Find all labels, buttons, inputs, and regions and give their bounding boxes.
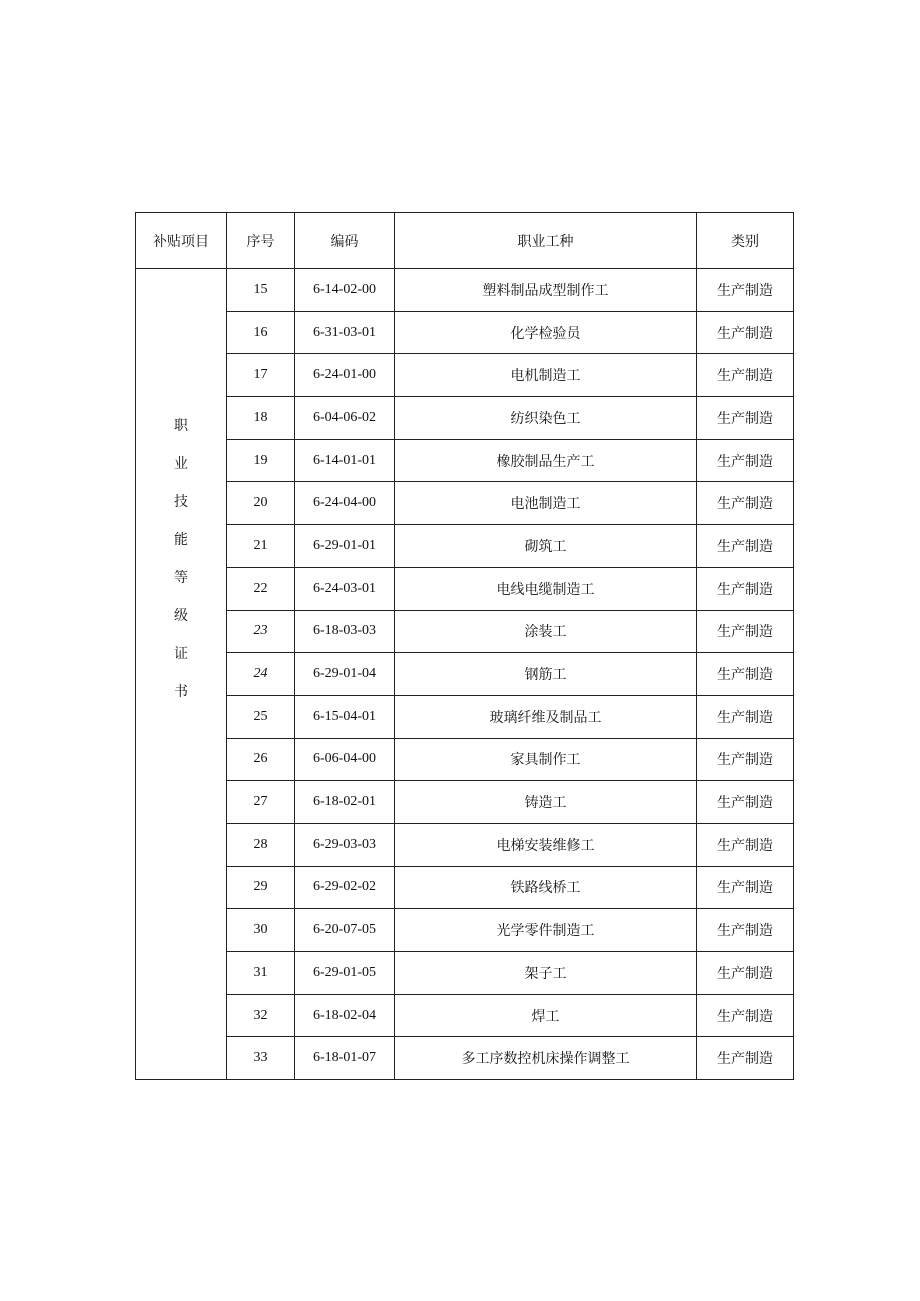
occupation-cell: 架子工 xyxy=(395,952,697,995)
occupation-cell: 橡胶制品生产工 xyxy=(395,439,697,482)
table-row xyxy=(136,781,794,824)
category-cell: 生产制造 xyxy=(697,567,794,610)
code-cell: 6-20-07-05 xyxy=(295,909,395,952)
table-row xyxy=(136,397,794,440)
category-cell: 生产制造 xyxy=(697,994,794,1037)
table-row xyxy=(136,439,794,482)
category-cell: 生产制造 xyxy=(697,866,794,909)
category-cell: 生产制造 xyxy=(697,823,794,866)
table-row xyxy=(136,738,794,781)
seq-cell: 25 xyxy=(227,695,295,738)
occupation-cell: 焊工 xyxy=(395,994,697,1037)
occupation-cell: 铁路线桥工 xyxy=(395,866,697,909)
occupation-cell: 钢筋工 xyxy=(395,653,697,696)
code-cell: 6-31-03-01 xyxy=(295,311,395,354)
table-row xyxy=(136,653,794,696)
code-cell: 6-06-04-00 xyxy=(295,738,395,781)
occupation-cell: 电机制造工 xyxy=(395,354,697,397)
occupation-subsidy-table xyxy=(135,212,794,1080)
code-cell: 6-04-06-02 xyxy=(295,397,395,440)
table-row xyxy=(136,952,794,995)
project-char: 级 xyxy=(174,608,188,624)
header-project: 补贴项目 xyxy=(136,213,227,269)
occupation-cell: 砌筑工 xyxy=(395,525,697,568)
code-cell: 6-29-03-03 xyxy=(295,823,395,866)
code-cell: 6-24-04-00 xyxy=(295,482,395,525)
seq-cell: 16 xyxy=(227,311,295,354)
header-code: 编码 xyxy=(295,213,395,269)
category-cell: 生产制造 xyxy=(697,397,794,440)
table-row xyxy=(136,695,794,738)
code-cell: 6-14-01-01 xyxy=(295,439,395,482)
category-cell: 生产制造 xyxy=(697,1037,794,1080)
table-row xyxy=(136,269,794,312)
seq-cell: 28 xyxy=(227,823,295,866)
table-header-row xyxy=(136,213,794,269)
table-row xyxy=(136,909,794,952)
seq-cell: 23 xyxy=(227,610,295,653)
category-cell: 生产制造 xyxy=(697,781,794,824)
seq-cell: 17 xyxy=(227,354,295,397)
occupation-cell: 铸造工 xyxy=(395,781,697,824)
code-cell: 6-18-01-07 xyxy=(295,1037,395,1080)
occupation-cell: 玻璃纤维及制品工 xyxy=(395,695,697,738)
seq-cell: 21 xyxy=(227,525,295,568)
occupation-cell: 电梯安装维修工 xyxy=(395,823,697,866)
occupation-cell: 涂装工 xyxy=(395,610,697,653)
category-cell: 生产制造 xyxy=(697,738,794,781)
table-row xyxy=(136,482,794,525)
project-cell xyxy=(136,269,227,1080)
category-cell: 生产制造 xyxy=(697,354,794,397)
code-cell: 6-14-02-00 xyxy=(295,269,395,312)
code-cell: 6-29-01-01 xyxy=(295,525,395,568)
project-char: 证 xyxy=(174,646,188,662)
occupation-cell: 塑料制品成型制作工 xyxy=(395,269,697,312)
project-char: 书 xyxy=(174,684,188,700)
table-row xyxy=(136,525,794,568)
table-row xyxy=(136,567,794,610)
project-vertical-label xyxy=(136,269,226,699)
seq-cell: 18 xyxy=(227,397,295,440)
category-cell: 生产制造 xyxy=(697,439,794,482)
occupation-cell: 电池制造工 xyxy=(395,482,697,525)
table-row xyxy=(136,354,794,397)
code-cell: 6-18-02-04 xyxy=(295,994,395,1037)
category-cell: 生产制造 xyxy=(697,909,794,952)
seq-cell: 31 xyxy=(227,952,295,995)
seq-cell: 15 xyxy=(227,269,295,312)
code-cell: 6-24-03-01 xyxy=(295,567,395,610)
occupation-cell: 电线电缆制造工 xyxy=(395,567,697,610)
seq-cell: 19 xyxy=(227,439,295,482)
category-cell: 生产制造 xyxy=(697,695,794,738)
table-row xyxy=(136,866,794,909)
category-cell: 生产制造 xyxy=(697,653,794,696)
project-char: 等 xyxy=(174,570,188,586)
table-row xyxy=(136,994,794,1037)
table-row xyxy=(136,311,794,354)
seq-cell: 20 xyxy=(227,482,295,525)
seq-cell: 26 xyxy=(227,738,295,781)
category-cell: 生产制造 xyxy=(697,482,794,525)
category-cell: 生产制造 xyxy=(697,610,794,653)
occupation-cell: 纺织染色工 xyxy=(395,397,697,440)
table-row xyxy=(136,610,794,653)
seq-cell: 33 xyxy=(227,1037,295,1080)
header-category: 类别 xyxy=(697,213,794,269)
seq-cell: 32 xyxy=(227,994,295,1037)
project-char: 能 xyxy=(174,532,188,548)
header-occupation: 职业工种 xyxy=(395,213,697,269)
seq-cell: 29 xyxy=(227,866,295,909)
code-cell: 6-18-03-03 xyxy=(295,610,395,653)
category-cell: 生产制造 xyxy=(697,311,794,354)
code-cell: 6-29-02-02 xyxy=(295,866,395,909)
project-char: 职 xyxy=(174,418,188,434)
category-cell: 生产制造 xyxy=(697,525,794,568)
code-cell: 6-29-01-04 xyxy=(295,653,395,696)
code-cell: 6-18-02-01 xyxy=(295,781,395,824)
occupation-cell: 化学检验员 xyxy=(395,311,697,354)
table-row xyxy=(136,1037,794,1080)
category-cell: 生产制造 xyxy=(697,269,794,312)
table-row xyxy=(136,823,794,866)
seq-cell: 30 xyxy=(227,909,295,952)
code-cell: 6-24-01-00 xyxy=(295,354,395,397)
occupation-cell: 家具制作工 xyxy=(395,738,697,781)
seq-cell: 24 xyxy=(227,653,295,696)
category-cell: 生产制造 xyxy=(697,952,794,995)
occupation-cell: 多工序数控机床操作调整工 xyxy=(395,1037,697,1080)
project-char: 技 xyxy=(174,494,188,510)
header-seq: 序号 xyxy=(227,213,295,269)
project-char: 业 xyxy=(174,456,188,472)
code-cell: 6-15-04-01 xyxy=(295,695,395,738)
occupation-cell: 光学零件制造工 xyxy=(395,909,697,952)
seq-cell: 27 xyxy=(227,781,295,824)
code-cell: 6-29-01-05 xyxy=(295,952,395,995)
seq-cell: 22 xyxy=(227,567,295,610)
